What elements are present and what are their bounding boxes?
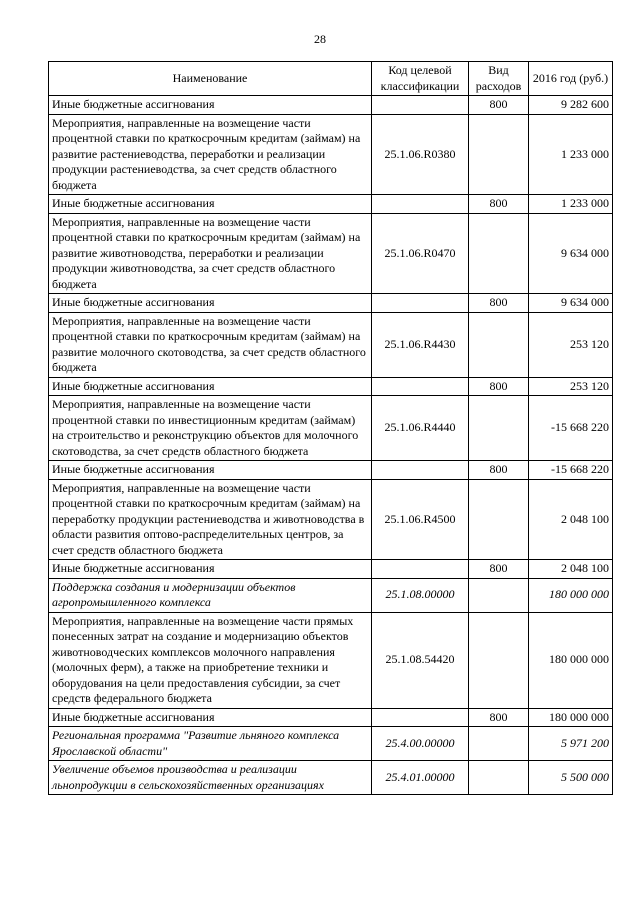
row-name: Мероприятия, направленные на возмещение части процентной ставки по краткосрочным кредитам (займам) на развитие животноводства, переработки и реализации продукции животноводства, за счет средств областного бюджета <box>49 213 372 294</box>
table-row <box>49 294 613 313</box>
row-code <box>372 377 469 396</box>
row-code: 25.1.06.R0380 <box>372 114 469 195</box>
table-row <box>49 213 613 294</box>
row-type <box>469 213 529 294</box>
row-name: Увеличение объемов производства и реализации льнопродукции в сельскохозяйственных организациях <box>49 761 372 795</box>
row-amount: 2 048 100 <box>529 479 613 560</box>
row-type <box>469 761 529 795</box>
row-type: 800 <box>469 96 529 115</box>
row-code <box>372 708 469 727</box>
row-amount: -15 668 220 <box>529 461 613 480</box>
row-code <box>372 195 469 214</box>
table-row <box>49 312 613 377</box>
row-type: 800 <box>469 195 529 214</box>
row-code: 25.1.08.54420 <box>372 612 469 708</box>
row-name: Мероприятия, направленные на возмещение части процентной ставки по инвестиционным кредитам (займам) на строительство и реконструкцию объектов для молочного скотоводства, за счет средств областного бюджета <box>49 396 372 461</box>
table-row <box>49 396 613 461</box>
header-type: Вид расходов <box>469 62 529 96</box>
row-code <box>372 294 469 313</box>
table-row <box>49 461 613 480</box>
row-amount: 5 500 000 <box>529 761 613 795</box>
row-type <box>469 479 529 560</box>
table-row <box>49 708 613 727</box>
row-type <box>469 578 529 612</box>
row-code: 25.1.06.R4500 <box>372 479 469 560</box>
row-code <box>372 96 469 115</box>
row-name: Иные бюджетные ассигнования <box>49 461 372 480</box>
row-name: Иные бюджетные ассигнования <box>49 560 372 579</box>
table-row <box>49 578 613 612</box>
row-amount: 9 634 000 <box>529 213 613 294</box>
header-name: Наименование <box>49 62 372 96</box>
row-type <box>469 312 529 377</box>
row-type <box>469 114 529 195</box>
row-code <box>372 560 469 579</box>
row-name: Иные бюджетные ассигнования <box>49 195 372 214</box>
row-amount: -15 668 220 <box>529 396 613 461</box>
row-amount: 9 282 600 <box>529 96 613 115</box>
table-row <box>49 761 613 795</box>
row-code: 25.4.00.00000 <box>372 727 469 761</box>
row-amount: 1 233 000 <box>529 114 613 195</box>
row-amount: 1 233 000 <box>529 195 613 214</box>
row-amount: 253 120 <box>529 377 613 396</box>
row-name: Поддержка создания и модернизации объектов агропромышленного комплекса <box>49 578 372 612</box>
row-type: 800 <box>469 294 529 313</box>
row-type: 800 <box>469 708 529 727</box>
row-type: 800 <box>469 560 529 579</box>
row-amount: 2 048 100 <box>529 560 613 579</box>
table-row <box>49 560 613 579</box>
table-row <box>49 114 613 195</box>
row-code <box>372 461 469 480</box>
row-code: 25.1.08.00000 <box>372 578 469 612</box>
budget-table <box>48 61 613 795</box>
row-type: 800 <box>469 461 529 480</box>
row-name: Иные бюджетные ассигнования <box>49 377 372 396</box>
row-amount: 253 120 <box>529 312 613 377</box>
table-row <box>49 96 613 115</box>
page-number: 28 <box>314 32 326 46</box>
header-amount: 2016 год (руб.) <box>529 62 613 96</box>
row-name: Мероприятия, направленные на возмещение части процентной ставки по краткосрочным кредитам (займам) на развитие молочного скотоводства, за счет средств областного бюджета <box>49 312 372 377</box>
row-name: Мероприятия, направленные на возмещение части прямых понесенных затрат на создание и модернизацию объектов животноводческих комплексов молочного направления (молочных ферм), а также на приобретение техники и оборудования на цели предоставления субсидии, за счет средств федерального бюджета <box>49 612 372 708</box>
row-code: 25.1.06.R0470 <box>372 213 469 294</box>
row-type: 800 <box>469 377 529 396</box>
row-code: 25.1.06.R4430 <box>372 312 469 377</box>
row-name: Региональная программа "Развитие льняного комплекса Ярославской области" <box>49 727 372 761</box>
row-name: Мероприятия, направленные на возмещение части процентной ставки по краткосрочным кредитам (займам) на переработку продукции растениеводства и животноводства в области развития оптово-распределительных центров, за счет средств областного бюджета <box>49 479 372 560</box>
row-name: Мероприятия, направленные на возмещение части процентной ставки по краткосрочным кредитам (займам) на развитие растениеводства, переработки и реализации продукции растениеводства, за счет средств областного бюджета <box>49 114 372 195</box>
table-row <box>49 479 613 560</box>
row-type <box>469 396 529 461</box>
table-row <box>49 727 613 761</box>
table-row <box>49 195 613 214</box>
row-name: Иные бюджетные ассигнования <box>49 708 372 727</box>
table-row <box>49 612 613 708</box>
row-amount: 180 000 000 <box>529 612 613 708</box>
row-type <box>469 612 529 708</box>
table-row <box>49 377 613 396</box>
row-amount: 180 000 000 <box>529 578 613 612</box>
row-code: 25.1.06.R4440 <box>372 396 469 461</box>
row-type <box>469 727 529 761</box>
row-amount: 5 971 200 <box>529 727 613 761</box>
row-amount: 180 000 000 <box>529 708 613 727</box>
header-code: Код целевой классификации <box>372 62 469 96</box>
row-name: Иные бюджетные ассигнования <box>49 294 372 313</box>
row-name: Иные бюджетные ассигнования <box>49 96 372 115</box>
row-code: 25.4.01.00000 <box>372 761 469 795</box>
row-amount: 9 634 000 <box>529 294 613 313</box>
